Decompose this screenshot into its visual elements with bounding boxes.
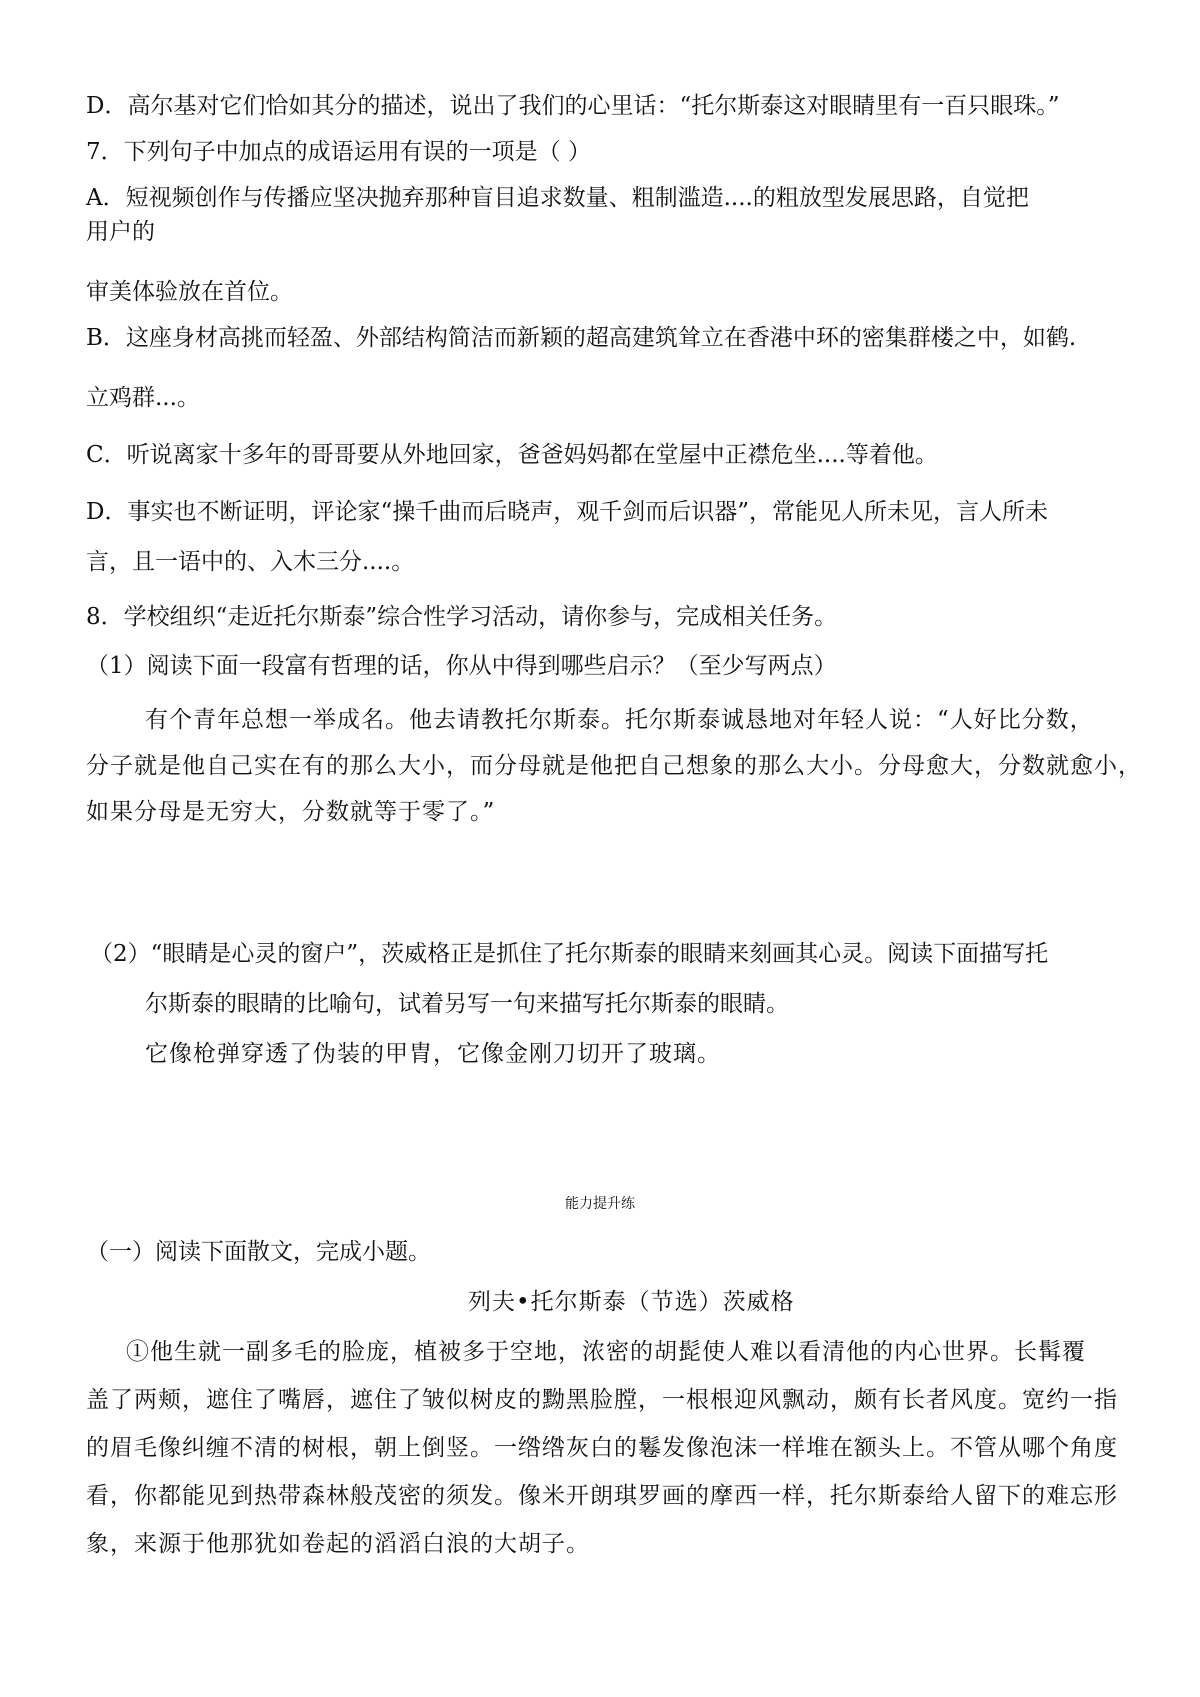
q8-example: 它像枪弹穿透了伪装的甲胄，它像金刚刀切开了玻璃。 <box>145 1041 721 1067</box>
q7-option-d-line2: 言，且一语中的、入木三分....。 <box>86 549 415 575</box>
q8-sub1: （1）阅读下面一段富有哲理的话，你从中得到哪些启示？（至少写两点） <box>86 653 837 679</box>
part1-instruction: （一）阅读下面散文，完成小题。 <box>86 1239 431 1265</box>
q7-option-d-line1: D．事实也不断证明，评论家“操千曲而后晓声，观千剑而后识器”，常能见人所未见，言人所未 <box>86 499 1048 525</box>
para1-line5: 象，来源于他那犹如卷起的滔滔白浪的大胡子。 <box>86 1531 590 1557</box>
q6-option-d: D．高尔基对它们恰如其分的描述，说出了我们的心里话：“托尔斯泰这对眼睛里有一百只眼珠。” <box>86 93 1060 119</box>
q8-sub2-line1: （2）“眼睛是心灵的窗户”，茨威格正是抓住了托尔斯泰的眼睛来刻画其心灵。阅读下面描写托 <box>90 941 1049 967</box>
q7-stem: 7．下列句子中加点的成语运用有误的一项是（ ） <box>86 139 591 165</box>
para1-line1: ①他生就一副多毛的脸庞，植被多于空地，浓密的胡髭使人难以看清他的内心世界。长髯覆 <box>126 1339 1086 1365</box>
para1-line3: 的眉毛像纠缠不清的树根，朝上倒竖。一绺绺灰白的鬈发像泡沫一样堆在额头上。不管从哪个角度 <box>86 1435 1118 1461</box>
q8-stem: 8．学校组织“走近托尔斯泰”综合性学习活动，请你参与，完成相关任务。 <box>86 604 838 630</box>
q8-sub2-line2: 尔斯泰的眼睛的比喻句，试着另写一句来描写托尔斯泰的眼睛。 <box>145 991 789 1017</box>
para1-line2: 盖了两颊，遮住了嘴唇，遮住了皱似树皮的黝黑脸膛，一根根迎风飘动，颇有长者风度。宽约一指 <box>86 1387 1118 1413</box>
article-title: 列夫•托尔斯泰（节选）茨威格 <box>468 1289 795 1315</box>
q8-quote-line1: 有个青年总想一举成名。他去请教托尔斯泰。托尔斯泰诚恳地对年轻人说：“人好比分数， <box>145 707 1094 733</box>
q7-option-b-line2: 立鸡群...。 <box>86 385 200 411</box>
para1-line4: 看，你都能见到热带森林般茂密的须发。像米开朗琪罗画的摩西一样，托尔斯泰给人留下的难忘形 <box>86 1483 1118 1509</box>
q7-option-a-line1: A．短视频创作与传播应坚决抛弃那种盲目追求数量、粗制滥造....的粗放型发展思路，自觉把 <box>86 185 1029 211</box>
q7-option-a-line2: 用户的 <box>86 219 155 245</box>
q8-quote-line3: 如果分母是无穷大，分数就等于零了。” <box>86 799 496 825</box>
q7-option-a-line3: 审美体验放在首位。 <box>86 279 293 305</box>
q7-option-c: C．听说离家十多年的哥哥要从外地回家，爸爸妈妈都在堂屋中正襟危坐....等着他。 <box>86 442 938 468</box>
section-title: 能力提升练 <box>565 1196 635 1212</box>
q8-quote-line2: 分子就是他自己实在有的那么大小，而分母就是他把自己想象的那么大小。分母愈大，分数就愈小， <box>86 753 1142 779</box>
q7-option-b-line1: B．这座身材高挑而轻盈、外部结构简洁而新颖的超高建筑耸立在香港中环的密集群楼之中，如鹤. <box>86 325 1077 351</box>
